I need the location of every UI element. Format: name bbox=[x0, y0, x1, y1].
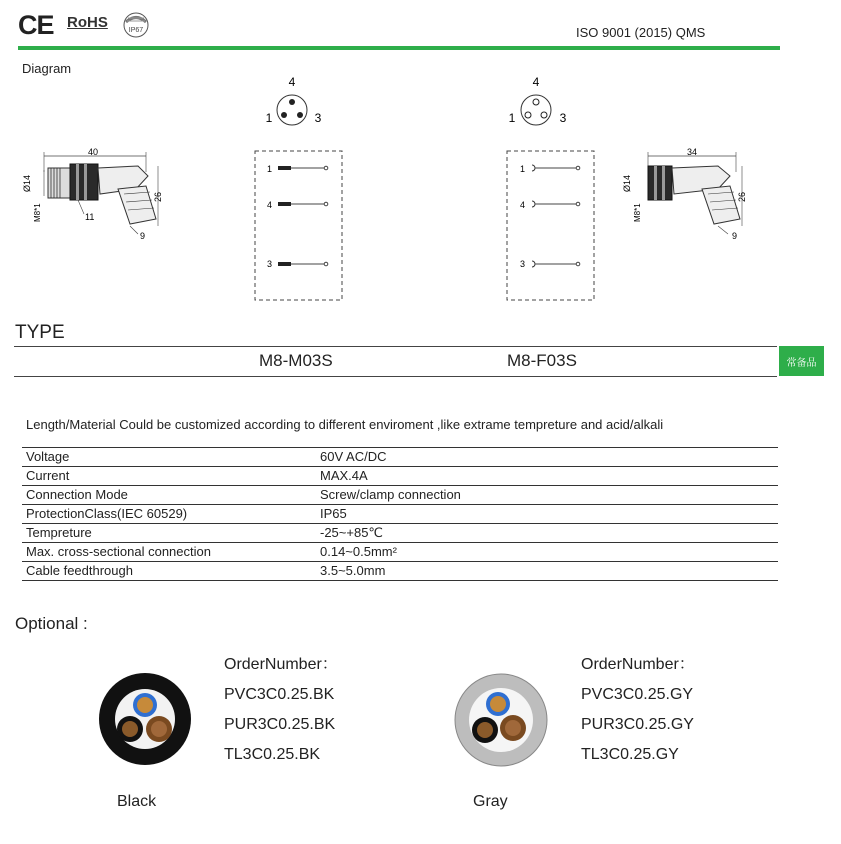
type-heading: TYPE bbox=[15, 322, 65, 343]
pin-label-3: 3 bbox=[559, 111, 567, 125]
wire-pin-4: 4 bbox=[267, 200, 273, 210]
spec-row bbox=[22, 562, 778, 581]
spec-key: Connection Mode bbox=[22, 486, 316, 505]
wire-pin-3: 3 bbox=[267, 259, 273, 269]
pin-label-4: 4 bbox=[532, 75, 540, 89]
header-divider bbox=[18, 46, 780, 50]
order-number-item: PUR3C0.25.BK bbox=[224, 716, 336, 733]
spec-value: Screw/clamp connection bbox=[316, 486, 778, 505]
pin-label-1: 1 bbox=[508, 111, 516, 125]
type-female-model: M8-F03S bbox=[507, 351, 577, 370]
spec-value: MAX.4A bbox=[316, 467, 778, 486]
callout-11: 11 bbox=[85, 212, 95, 222]
wire-pin-4: 4 bbox=[520, 200, 526, 210]
male-wiring-diagram bbox=[254, 150, 344, 302]
rohs-mark: RoHS bbox=[67, 14, 108, 31]
female-wiring-diagram bbox=[506, 150, 596, 302]
spec-key: Tempreture bbox=[22, 524, 316, 543]
wire-pin-1: 1 bbox=[520, 164, 526, 174]
stock-item-badge: 常备品 bbox=[779, 346, 824, 376]
male-pin-face-diagram bbox=[260, 72, 330, 130]
wire-pin-1: 1 bbox=[267, 164, 273, 174]
dim-height: 26 bbox=[737, 191, 747, 202]
dim-thread: M8*1 bbox=[33, 203, 42, 222]
callout-9: 9 bbox=[732, 231, 738, 241]
optional-heading: Optional : bbox=[15, 614, 88, 633]
dim-thread: M8*1 bbox=[633, 203, 642, 222]
callout-9: 9 bbox=[140, 231, 146, 241]
spec-row bbox=[22, 467, 778, 486]
pin-label-4: 4 bbox=[288, 75, 296, 89]
spec-table bbox=[22, 447, 778, 581]
dim-length: 34 bbox=[686, 147, 698, 157]
pin-label-1: 1 bbox=[265, 111, 273, 125]
spec-row bbox=[22, 524, 778, 543]
dim-diameter: Ø14 bbox=[22, 174, 32, 192]
female-pin-face-diagram bbox=[503, 72, 575, 130]
spec-value: 60V AC/DC bbox=[316, 448, 778, 467]
wire-pin-3: 3 bbox=[520, 259, 526, 269]
spec-row bbox=[22, 543, 778, 562]
order-number-item: PUR3C0.25.GY bbox=[581, 716, 694, 733]
spec-row bbox=[22, 505, 778, 524]
order-number-label: OrderNumber： bbox=[224, 656, 338, 673]
customization-note: Length/Material Could be customized according to different enviroment ,like extrame tempreture and acid/alkali bbox=[26, 417, 664, 432]
black-cable-cross-section-icon bbox=[97, 671, 193, 767]
black-order-list bbox=[224, 650, 338, 770]
spec-row bbox=[22, 448, 778, 467]
diagram-label: Diagram bbox=[22, 61, 72, 76]
ce-mark: CE bbox=[18, 10, 54, 40]
gray-order-list bbox=[581, 650, 695, 770]
type-top-rule bbox=[14, 346, 777, 347]
spec-key: Voltage bbox=[22, 448, 316, 467]
black-caption: Black bbox=[117, 793, 157, 810]
gray-caption: Gray bbox=[473, 793, 508, 810]
male-connector-dimension-drawing bbox=[18, 144, 168, 244]
spec-key: Max. cross-sectional connection bbox=[22, 543, 316, 562]
ip-seal-text: IP67 bbox=[128, 27, 144, 34]
spec-key: Current bbox=[22, 467, 316, 486]
dim-length: 40 bbox=[87, 147, 99, 157]
spec-row bbox=[22, 486, 778, 505]
dim-diameter: Ø14 bbox=[622, 174, 632, 192]
pin-label-3: 3 bbox=[314, 111, 322, 125]
spec-value: 0.14~0.5mm² bbox=[316, 543, 778, 562]
order-number-label: OrderNumber： bbox=[581, 656, 695, 673]
spec-value: 3.5~5.0mm bbox=[316, 562, 778, 581]
order-number-item: TL3C0.25.BK bbox=[224, 746, 321, 763]
spec-value: -25~+85℃ bbox=[316, 524, 778, 543]
female-connector-dimension-drawing bbox=[618, 144, 758, 244]
spec-key: Cable feedthrough bbox=[22, 562, 316, 581]
spec-key: ProtectionClass(IEC 60529) bbox=[22, 505, 316, 524]
dim-height: 26 bbox=[153, 191, 163, 202]
spec-value: IP65 bbox=[316, 505, 778, 524]
order-number-item: TL3C0.25.GY bbox=[581, 746, 679, 763]
iso-certification: ISO 9001 (2015) QMS bbox=[576, 25, 706, 40]
ip67-seal-icon bbox=[120, 10, 154, 40]
type-bottom-rule bbox=[14, 376, 777, 377]
order-number-item: PVC3C0.25.GY bbox=[581, 686, 694, 703]
gray-cable-cross-section-icon bbox=[453, 672, 549, 768]
type-male-model: M8-M03S bbox=[259, 351, 333, 370]
order-number-item: PVC3C0.25.BK bbox=[224, 686, 335, 703]
